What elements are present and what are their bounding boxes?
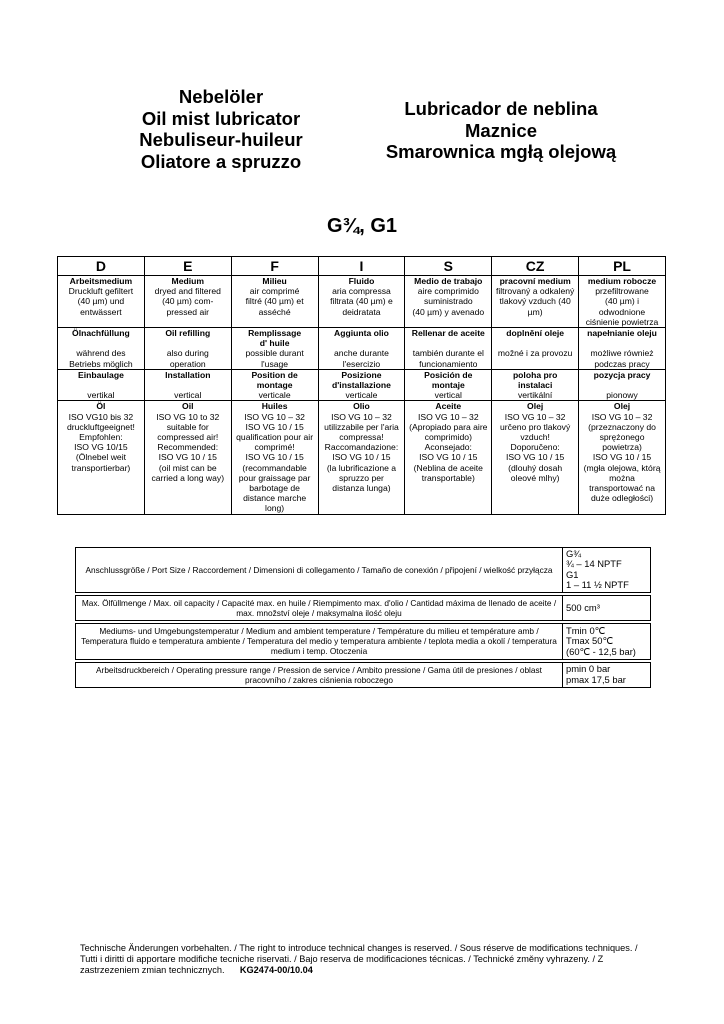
cell-line: vzduch! xyxy=(520,432,550,443)
language-cell xyxy=(492,401,579,514)
cell-line: aria compressa xyxy=(332,286,391,297)
cell-line: Aconsejado: xyxy=(424,442,472,453)
cell-line: podczas pracy xyxy=(594,358,650,369)
language-column-header: D xyxy=(58,257,145,276)
cell-line: możliwe również xyxy=(590,348,654,359)
language-column-header: S xyxy=(405,257,492,276)
language-cell xyxy=(318,369,405,401)
cell-line: można xyxy=(609,472,635,483)
language-cell xyxy=(58,276,145,328)
language-cell xyxy=(231,276,318,328)
cell-line: sprężonego xyxy=(599,432,645,443)
cell-line xyxy=(580,380,664,390)
title-line: Oliatore a spruzzo xyxy=(140,150,302,172)
cell-line: ISO VG 10 / 15 xyxy=(245,452,304,463)
cell-line: comprimé! xyxy=(254,442,295,453)
language-table-row xyxy=(58,328,666,370)
cell-line: possible durant xyxy=(245,348,304,359)
cell-line xyxy=(59,380,143,390)
specs-table-body xyxy=(76,548,651,688)
cell-line: vertikal xyxy=(87,390,115,401)
spec-value-line: Tmax 50℃ xyxy=(566,635,613,647)
cell-heading: Aggiunta olio xyxy=(334,328,389,339)
spec-row xyxy=(76,595,651,620)
cell-heading: Öl xyxy=(96,401,106,412)
cell-line: distance marche xyxy=(243,493,307,504)
cell-line: compressa! xyxy=(339,432,384,443)
cell-line: ISO VG 10 – 32 xyxy=(591,411,653,422)
language-cell xyxy=(318,328,405,370)
cell-line: oleové mlhy) xyxy=(510,472,560,483)
cell-line: deidratata xyxy=(342,306,381,317)
cell-line: Recommended: xyxy=(157,442,219,453)
cell-line: (40 µm) und xyxy=(77,296,125,307)
title-block-right xyxy=(366,98,636,163)
cell-line xyxy=(146,380,230,390)
cell-line: (40 µm) com- xyxy=(162,296,214,307)
cell-line: filtré (40 µm) et xyxy=(245,296,304,307)
cell-line: comprimido) xyxy=(424,432,472,443)
language-column-header: CZ xyxy=(492,257,579,276)
cell-line: l'esercizio xyxy=(342,358,381,369)
cell-line: air comprimé xyxy=(249,286,300,297)
cell-line: qualification pour air xyxy=(236,432,314,443)
language-table-row xyxy=(58,369,666,401)
cell-line: verticale xyxy=(345,390,378,401)
title-line: Nebuliseur-huileur xyxy=(139,129,303,150)
spec-value-line: ¾ – 14 NPTF xyxy=(566,558,622,570)
spec-value xyxy=(563,624,651,660)
cell-line: ISO VG 10 – 32 xyxy=(504,411,566,422)
title-line: Oil mist lubricator xyxy=(141,107,301,129)
cell-heading: Aceite xyxy=(435,401,462,412)
language-cell xyxy=(231,328,318,370)
cell-line: ISO VG 10 / 15 xyxy=(332,452,391,463)
cell-heading: Posición de xyxy=(424,369,473,380)
cell-heading: pozycja pracy xyxy=(593,369,651,380)
cell-line: verticale xyxy=(258,390,291,401)
footer-text: Technische Änderungen vorbehalten. / The right to introduce technical changes is reserved. / Sous réserve de modifications techniques. / Tutti i diritti di apportare modifiche tecniche riservati. / Bajo reserva de modificaciones técnicas. / Technické změny vyhrazeny. / Z zastrzezeniem zmian technicznych. xyxy=(80,943,638,976)
cell-line: duże odległości) xyxy=(590,493,654,504)
language-table xyxy=(57,256,666,515)
spec-value-line: pmin 0 bar xyxy=(566,663,611,675)
cell-line: (przeznaczony do xyxy=(588,421,656,432)
language-cell xyxy=(58,401,145,514)
cell-heading: Fluido xyxy=(348,276,375,286)
language-cell xyxy=(579,401,666,514)
spec-value-line: pmax 17,5 bar xyxy=(566,673,626,685)
cell-heading: Einbaulage xyxy=(78,369,124,380)
spec-value xyxy=(563,548,651,593)
language-cell xyxy=(144,328,231,370)
cell-line: transportierbar) xyxy=(71,462,131,473)
cell-line: ISO VG 10/15 xyxy=(74,442,128,453)
cell-line: also during xyxy=(166,348,209,359)
cell-line: operation xyxy=(169,358,206,369)
cell-line: funcionamiento xyxy=(419,358,478,369)
cell-heading: Oil xyxy=(182,401,194,412)
spec-value-line: 500 cm³ xyxy=(566,601,600,613)
language-cell xyxy=(144,276,231,328)
cell-line: ISO VG 10 / 15 xyxy=(592,452,652,463)
language-header-row xyxy=(58,257,666,276)
cell-heading: Remplissage xyxy=(248,328,302,339)
cell-line: ISO VG10 bis 32 xyxy=(68,411,134,422)
port-size-title: G¾, G1 xyxy=(326,215,398,237)
cell-line xyxy=(493,359,577,369)
spec-row xyxy=(76,662,651,687)
title-line: Lubricador de neblina xyxy=(404,98,598,119)
cell-heading: doplnění oleje xyxy=(506,328,565,339)
cell-heading: Oil refilling xyxy=(165,328,211,339)
cell-line: filtrovaný a odkalený xyxy=(495,286,575,297)
cell-line: druckluftgeeignet! xyxy=(67,421,135,432)
spec-label: Mediums- und Umgebungstemperatur / Medium and ambient temperature / Température du milieu et température amb / Temperatura fluido e temperatura ambiente / Temperatura del medio y temperatura ambiente / teplota media a okolí / temperatura medium i temp. Otoczenia xyxy=(76,624,563,660)
language-cell xyxy=(579,328,666,370)
cell-line: pour graissage par xyxy=(238,472,311,483)
cell-line: (la lubrificazione a xyxy=(326,462,397,473)
cell-line xyxy=(320,338,404,348)
cell-line: montage xyxy=(256,380,293,391)
cell-line: pressed air xyxy=(166,306,210,317)
cell-line: (Neblina de aceite xyxy=(413,462,483,473)
language-table-row xyxy=(58,276,666,328)
cell-heading: Medio de trabajo xyxy=(414,276,483,286)
spec-row xyxy=(76,624,651,660)
cell-line: ISO VG 10 – 32 xyxy=(417,411,479,422)
cell-heading: Ölnachfüllung xyxy=(72,328,130,339)
cell-line xyxy=(146,338,230,348)
cell-line: Druckluft gefiltert xyxy=(68,286,134,297)
cell-line: vertikální xyxy=(517,390,553,401)
language-cell xyxy=(318,276,405,328)
cell-heading: Rellenar de aceite xyxy=(411,328,485,339)
cell-line: vertical xyxy=(434,390,462,401)
cell-heading: napełnianie oleju xyxy=(587,328,657,339)
cell-line: ISO VG 10 / 15 xyxy=(158,452,217,463)
cell-heading: Arbeitsmedium xyxy=(69,276,133,286)
footer-note xyxy=(80,943,650,977)
cell-line: vertical xyxy=(174,390,202,401)
cell-line xyxy=(406,338,490,348)
language-table-body xyxy=(58,276,666,515)
document-code: KG2474-00/10.04 xyxy=(239,965,313,976)
cell-line: (oil mist can be xyxy=(158,462,217,473)
spec-row xyxy=(76,548,651,593)
cell-line: carried a long way) xyxy=(151,472,225,483)
cell-heading: Position de xyxy=(251,369,298,380)
cell-line: Raccomandazione: xyxy=(324,442,399,453)
language-cell xyxy=(58,328,145,370)
cell-line: utilizzabile per l'aria xyxy=(324,421,399,432)
cell-line: pionowy xyxy=(606,390,638,401)
language-cell xyxy=(231,401,318,514)
cell-heading: Olej xyxy=(613,401,631,412)
cell-line: ISO VG 10 – 32 xyxy=(331,411,392,422)
spec-value-line: 1 – 11 ½ NPTF xyxy=(566,579,629,591)
cell-line: transportable) xyxy=(421,472,475,483)
cell-line: przefiltrowane xyxy=(595,286,649,297)
cell-line: suministrado xyxy=(423,296,473,307)
spec-value-line: G¾ xyxy=(566,548,582,559)
cell-line: (40 µm) i xyxy=(604,296,640,307)
cell-line: ISO VG 10 – 32 xyxy=(244,411,305,422)
cell-line: aire comprimido xyxy=(417,286,479,297)
language-cell xyxy=(144,369,231,401)
language-column-header: I xyxy=(318,257,405,276)
title-line: Maznice xyxy=(465,119,537,141)
language-cell xyxy=(579,276,666,328)
spec-value xyxy=(563,662,651,687)
cell-line: instalaci xyxy=(517,380,553,391)
spec-label: Max. Ölfüllmenge / Max. oil capacity / Capacité max. en huile / Riempimento max. d'olio / Cantidad máxima de llenado de aceite / max. množství oleje / maksymalna ilość oleju xyxy=(76,595,563,620)
cell-line: (mgła olejowa, którą xyxy=(583,462,661,473)
title-block-left xyxy=(110,86,332,172)
language-cell xyxy=(492,369,579,401)
specs-table xyxy=(75,547,651,688)
cell-heading: Posizione xyxy=(341,369,382,380)
cell-line: ISO VG 10 / 15 xyxy=(506,452,565,463)
cell-heading: poloha pro xyxy=(512,369,558,380)
cell-line: entwässert xyxy=(80,306,122,317)
cell-line: suitable for xyxy=(166,421,209,432)
spec-label: Anschlussgröße / Port Size / Raccordement / Dimensioni di collegamento / Tamaño de conexión / připojení / wielkość przyłącza xyxy=(76,548,563,593)
spec-value-line: Tmin 0℃ xyxy=(566,624,606,636)
cell-heading: Milieu xyxy=(262,276,287,286)
cell-line: también durante el xyxy=(412,348,484,359)
language-cell xyxy=(492,328,579,370)
language-column-header: PL xyxy=(579,257,666,276)
cell-heading: Huiles xyxy=(261,401,288,412)
cell-line: (dlouhý dosah xyxy=(508,462,563,473)
cell-line: Empfohlen: xyxy=(79,432,123,443)
cell-heading: medium robocze xyxy=(587,276,657,286)
spec-value-line: (60℃ - 12,5 bar) xyxy=(566,645,636,657)
language-cell xyxy=(231,369,318,401)
language-cell xyxy=(492,276,579,328)
cell-line xyxy=(580,338,664,348)
cell-line: odwodnione xyxy=(598,306,646,317)
language-cell xyxy=(405,328,492,370)
language-cell xyxy=(318,401,405,514)
language-column-header: E xyxy=(144,257,231,276)
language-cell xyxy=(405,276,492,328)
cell-line: powietrza) xyxy=(602,442,642,453)
language-cell xyxy=(579,369,666,401)
cell-line: anche durante xyxy=(333,348,389,359)
cell-line: (recommandable xyxy=(242,462,307,473)
cell-line: spruzzo per xyxy=(339,472,384,483)
language-table-row xyxy=(58,401,666,514)
cell-line: distanza lunga) xyxy=(332,483,391,494)
cell-line: možné i za provozu xyxy=(497,348,573,359)
cell-line: asséché xyxy=(258,306,291,317)
cell-line: long) xyxy=(265,503,285,514)
spec-label: Arbeitsdruckbereich / Operating pressure range / Pression de service / Ambito pressione / Gama útil de presiones / oblast pracovního / zakres ciśnienia roboczego xyxy=(76,662,563,687)
cell-line: d' huile xyxy=(259,338,290,349)
cell-line: ISO VG 10 / 15 xyxy=(245,421,304,432)
cell-line xyxy=(493,338,577,348)
cell-line: barbotage de xyxy=(249,483,300,494)
cell-line: filtrata (40 µm) e xyxy=(330,296,393,307)
cell-line: Betriebs möglich xyxy=(69,358,133,369)
cell-line: d'installazione xyxy=(332,380,391,391)
cell-line: ciśnienie powietrza xyxy=(585,316,659,327)
title-line: Nebelöler xyxy=(178,86,264,107)
language-cell xyxy=(405,401,492,514)
cell-heading: pracovní medium xyxy=(499,276,571,286)
spec-value-line: G1 xyxy=(566,568,579,580)
cell-line: ISO VG 10 to 32 xyxy=(156,411,220,422)
cell-line: Doporučeno: xyxy=(510,442,560,453)
cell-line: montaje xyxy=(431,380,465,391)
spec-value xyxy=(563,595,651,620)
cell-line: ISO VG 10 / 15 xyxy=(419,452,478,463)
cell-line: l'usage xyxy=(261,358,289,369)
cell-line: µm) xyxy=(527,306,543,317)
cell-heading: Olej xyxy=(527,401,544,412)
cell-heading: Installation xyxy=(165,369,211,380)
language-cell xyxy=(144,401,231,514)
cell-line: während des xyxy=(76,348,126,359)
language-cell xyxy=(405,369,492,401)
cell-line xyxy=(59,338,143,348)
cell-line: určeno pro tlakový xyxy=(500,421,571,432)
language-cell xyxy=(58,369,145,401)
cell-line: tlakový vzduch (40 xyxy=(499,296,571,307)
title-line: Smarownica mgłą olejową xyxy=(385,141,617,162)
language-column-header: F xyxy=(231,257,318,276)
cell-line: (Ölnebel weit xyxy=(75,452,126,463)
cell-line: transportować na xyxy=(589,483,655,494)
cell-line: (Apropiado para aire xyxy=(409,421,488,432)
cell-line: dryed and filtered xyxy=(154,286,221,297)
cell-line: compressed air! xyxy=(157,432,219,443)
cell-heading: Olio xyxy=(353,401,370,412)
cell-heading: Medium xyxy=(171,276,204,286)
cell-line: (40 µm) y avenado xyxy=(412,306,485,317)
